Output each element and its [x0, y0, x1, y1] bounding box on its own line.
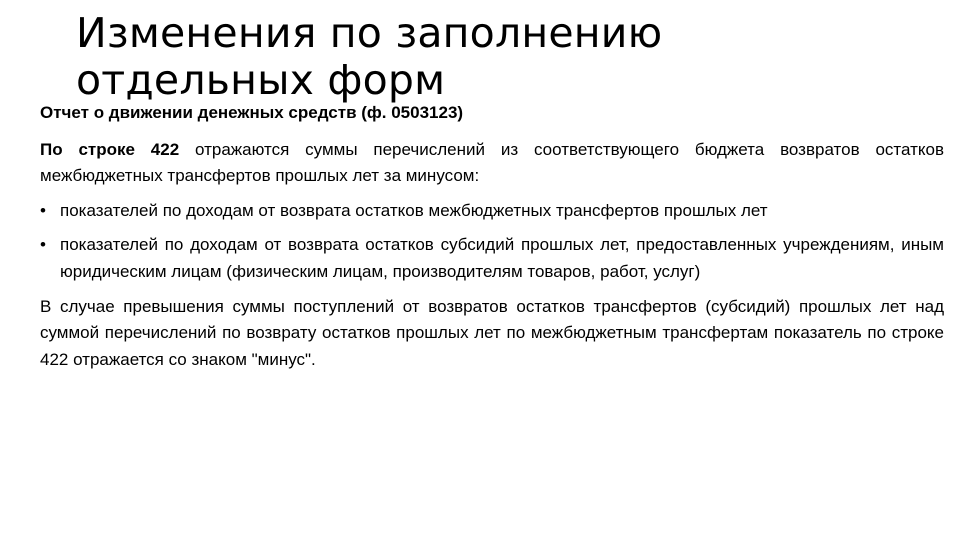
slide-body	[40, 100, 944, 381]
bullet-item-1	[40, 198, 944, 225]
bullet-icon: •	[40, 200, 46, 220]
report-subtitle: Отчет о движении денежных средств (ф. 0503123)	[40, 103, 464, 122]
bullet-icon: •	[40, 235, 46, 255]
line-422-lead: По строке 422	[40, 139, 180, 159]
bullet-list	[40, 198, 944, 286]
paragraph-excess-case: В случае превышения суммы поступлений от возвратов остатков трансфертов (субсидий) прошлых лет над суммой перечислений по возврату остатков прошлых лет по межбюджетным трансфертам показатель по строке 422 отражается со знаком "минус".	[40, 296, 944, 369]
slide-title-line-2: отдельных форм	[76, 56, 446, 104]
bullet-text-1: показателей по доходам от возврата остатков межбюджетных трансфертов прошлых лет	[60, 200, 768, 220]
bullet-text-2: показателей по доходам от возврата остатков субсидий прошлых лет, предоставленных учреждениям, иным юридическим лицам (физическим лицам, производителям товаров, работ, услуг)	[60, 235, 944, 281]
slide-title-line-1: Изменения по заполнению	[76, 9, 663, 57]
slide-title	[76, 10, 936, 104]
bullet-item-2	[40, 232, 944, 285]
line-422-text: отражаются суммы перечислений из соответствующего бюджета возвратов остатков межбюджетных трансфертов прошлых лет за минусом:	[40, 139, 944, 186]
paragraph-line-422	[40, 137, 944, 190]
